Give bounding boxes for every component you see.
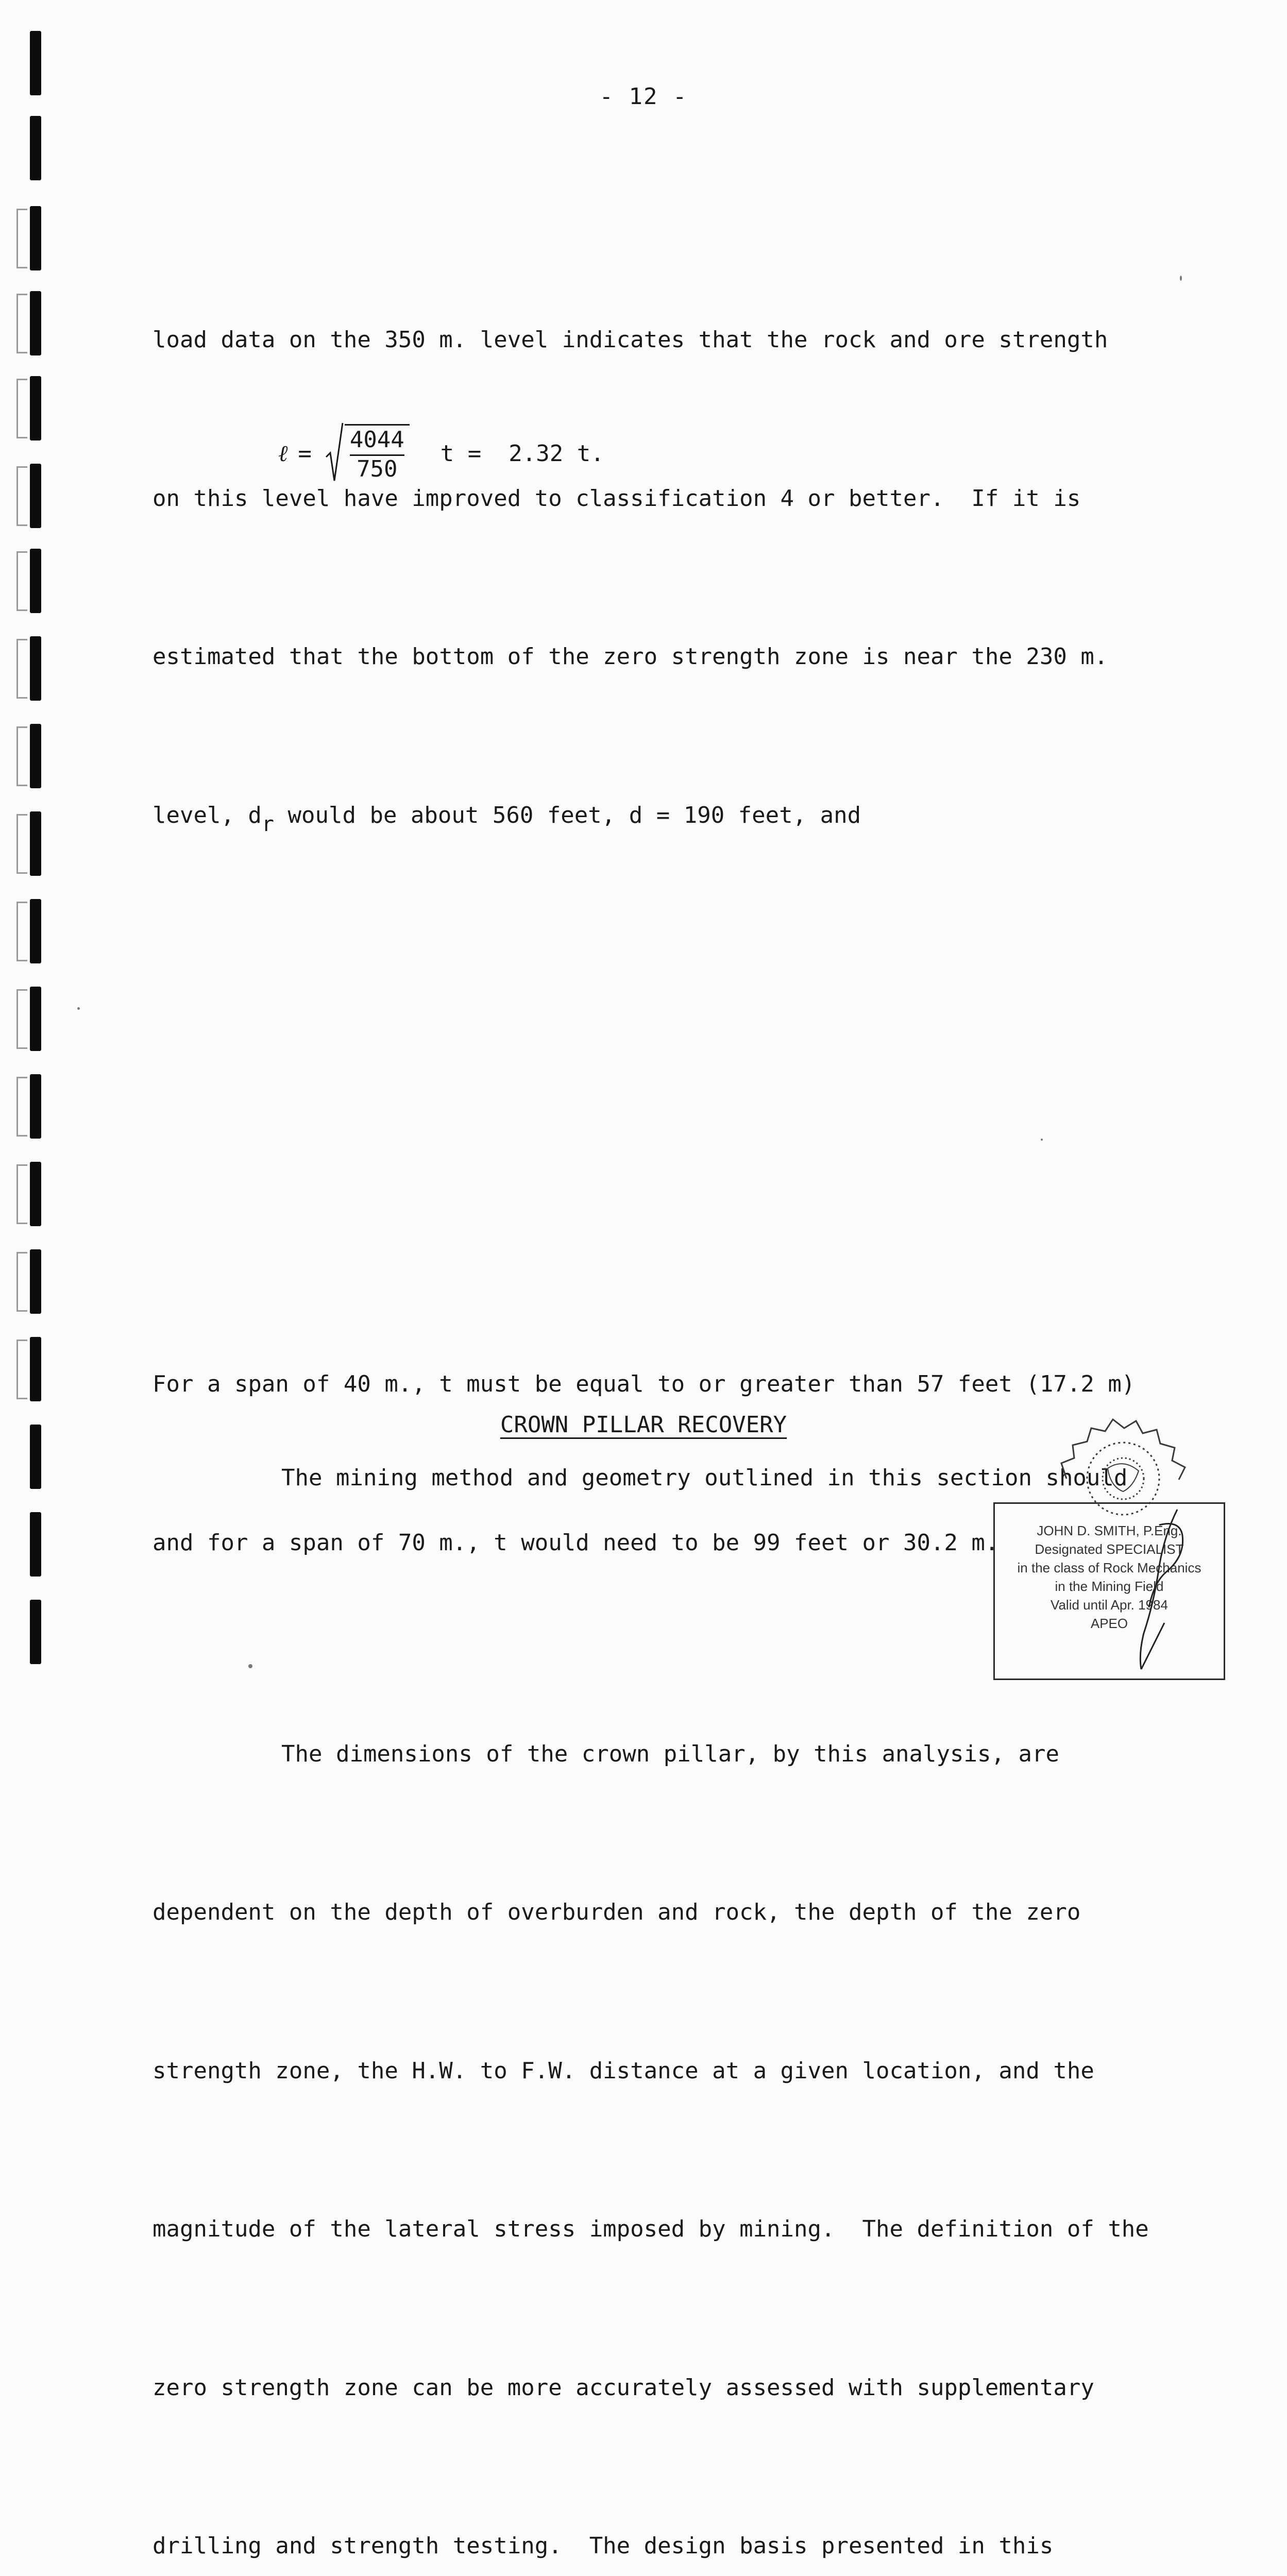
binder-hole: [30, 1600, 41, 1664]
binder-hole: [30, 636, 41, 701]
binder-hole: [30, 811, 41, 876]
binder-bracket: [16, 814, 27, 874]
text-line: drilling and strength testing. The design basis presented in this: [153, 2533, 1054, 2559]
text-line: The dimensions of the crown pillar, by this analysis, are: [281, 1740, 1059, 1767]
text-line: dependent on the depth of overburden and rock, the depth of the zero: [153, 1899, 1081, 1925]
stamp-line: in the class of Rock Mechanics: [1017, 1560, 1201, 1575]
text-line: For a span of 40 m., t must be equal to or greater than 57 feet (17.2 m): [153, 1371, 1136, 1397]
text-line: on this level have improved to classification 4 or better. If it is: [153, 485, 1081, 512]
text-fragment: would be about 560 feet, d = 190 feet, and: [274, 802, 861, 828]
binder-bracket: [16, 1340, 27, 1399]
binder-hole: [30, 116, 41, 180]
engineer-stamp: [993, 1502, 1225, 1680]
formula-equals: =: [298, 440, 312, 467]
stamp-line: in the Mining Field: [1055, 1579, 1164, 1594]
binder-bracket: [16, 989, 27, 1049]
stamp-line: Valid until Apr. 1984: [1051, 1597, 1168, 1613]
signature-icon: [1128, 1504, 1190, 1680]
binder-bracket: [16, 1252, 27, 1312]
stamp-line: APEO: [1090, 1616, 1128, 1631]
formula-spacer: [153, 1001, 1131, 1043]
radical-sign-icon: [325, 421, 344, 483]
text-line: load data on the 350 m. level indicates that the rock and ore strength: [153, 327, 1108, 353]
binder-hole: [30, 1162, 41, 1226]
binder-bracket: [16, 551, 27, 611]
binder-hole: [30, 549, 41, 613]
scan-speck: [77, 1007, 80, 1010]
binder-bracket: [16, 1164, 27, 1224]
scan-speck: [248, 1664, 252, 1668]
text-line: estimated that the bottom of the zero strength zone is near the 230 m.: [153, 643, 1108, 670]
binder-hole: [30, 987, 41, 1051]
text-line: magnitude of the lateral stress imposed by mining. The definition of the: [153, 2216, 1149, 2242]
text-fragment: level, d: [153, 802, 262, 828]
binder-bracket: [16, 209, 27, 268]
binder-hole: [30, 1249, 41, 1314]
section-heading-text: CROWN PILLAR RECOVERY: [500, 1412, 787, 1438]
binder-hole: [30, 1512, 41, 1577]
fraction-numerator: 4044: [350, 426, 404, 456]
binder-bracket: [16, 294, 27, 353]
binder-bracket: [16, 726, 27, 786]
stamp-line: JOHN D. SMITH, P.Eng.: [1037, 1523, 1182, 1538]
binder-hole: [30, 1337, 41, 1401]
binder-bracket: [16, 1077, 27, 1137]
binder-hole: [30, 464, 41, 528]
subscript-r: r: [261, 812, 275, 836]
body-text: [153, 208, 1149, 2576]
formula-spacer: [153, 1148, 1131, 1200]
text-line: [153, 789, 1131, 842]
text-line: and for a span of 70 m., t would need to be 99 feet or 30.2 m.: [153, 1529, 999, 1556]
binder-hole: [30, 1074, 41, 1139]
text-line: The mining method and geometry outlined in this section should: [281, 1465, 1128, 1491]
binder-hole: [30, 291, 41, 355]
scan-speck: [1180, 276, 1182, 281]
square-root: [325, 424, 410, 483]
binder-hole: [30, 376, 41, 440]
binder-hole: [30, 724, 41, 788]
binder-bracket: [16, 902, 27, 961]
binder-bracket: [16, 379, 27, 438]
binder-hole: [30, 206, 41, 270]
text-line: zero strength zone can be more accurately assessed with supplementary: [153, 2374, 1094, 2401]
text-line: strength zone, the H.W. to F.W. distance at a given location, and the: [153, 2057, 1094, 2084]
fraction-denominator: 750: [357, 456, 398, 482]
stamp-line: Designated SPECIALIST: [1035, 1541, 1184, 1557]
formula-lhs: ℓ: [278, 440, 288, 467]
binder-bracket: [16, 639, 27, 699]
binder-bracket: [16, 466, 27, 526]
scan-speck: [1041, 1139, 1043, 1141]
page-number: - 12 -: [599, 83, 688, 110]
formula-rhs: t = 2.32 t.: [440, 440, 604, 467]
fraction: [345, 424, 410, 483]
binder-hole: [30, 899, 41, 963]
formula: [278, 422, 604, 484]
